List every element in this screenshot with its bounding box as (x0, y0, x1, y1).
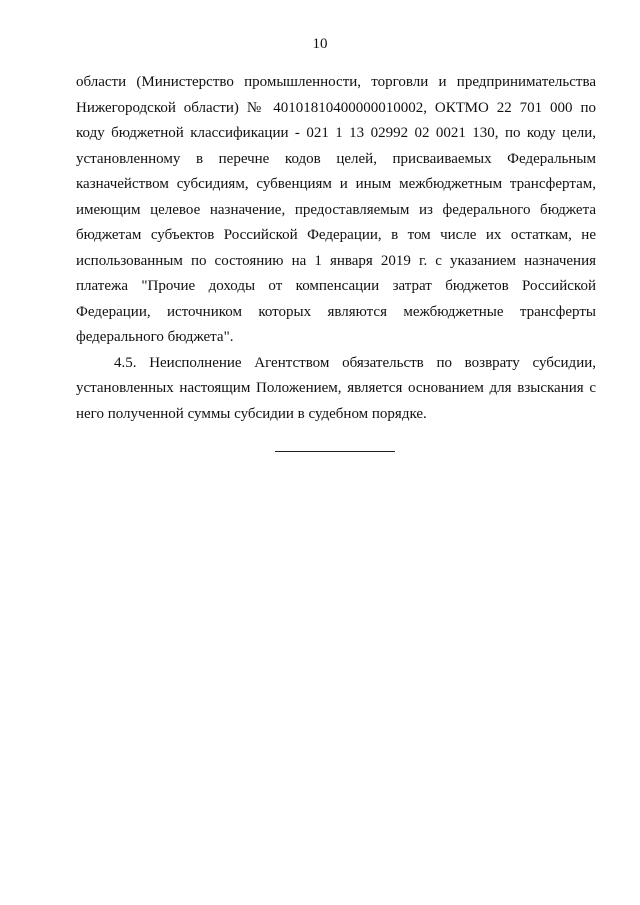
text-line: установленному в перечне кодов целей, присваиваемых Федеральным (76, 150, 596, 167)
paragraph-section-4-5 (76, 351, 596, 428)
end-divider-line (275, 451, 395, 452)
text-line: 4.5. Неисполнение Агентством обязательств по возврату субсидии, (114, 354, 596, 371)
text-line: платежа "Прочие доходы от компенсации затрат бюджетов Российской (76, 278, 596, 294)
text-line: казначейством субсидиям, субвенциям и иным межбюджетным трансфертам, (76, 176, 596, 192)
paragraph-payment-details (76, 70, 596, 351)
text-line: бюджетам субъектов Российской Федерации, в том числе их остаткам, не (76, 227, 596, 243)
text-line: него полученной суммы субсидии в судебном порядке. (76, 405, 427, 422)
text-line: федерального бюджета". (76, 329, 234, 345)
text-line: установленных настоящим Положением, является основанием для взыскания с (76, 380, 596, 396)
text-line: использованным по состоянию на 1 января 2019 г. с указанием назначения (76, 252, 596, 269)
document-body (76, 70, 596, 427)
text-line: Нижегородской области) № 40101810400000010002, ОКТМО 22 701 000 по (76, 99, 596, 116)
text-line: коду бюджетной классификации - 021 1 13 02992 02 0021 130, по коду цели, (76, 125, 596, 141)
text-line: имеющим целевое назначение, предоставляемым из федерального бюджета (76, 201, 596, 218)
text-line: Федерации, источником которых являются межбюджетные трансферты (76, 303, 596, 320)
text-line: области (Министерство промышленности, торговли и предпринимательства (76, 74, 596, 90)
page-number: 10 (312, 36, 328, 52)
